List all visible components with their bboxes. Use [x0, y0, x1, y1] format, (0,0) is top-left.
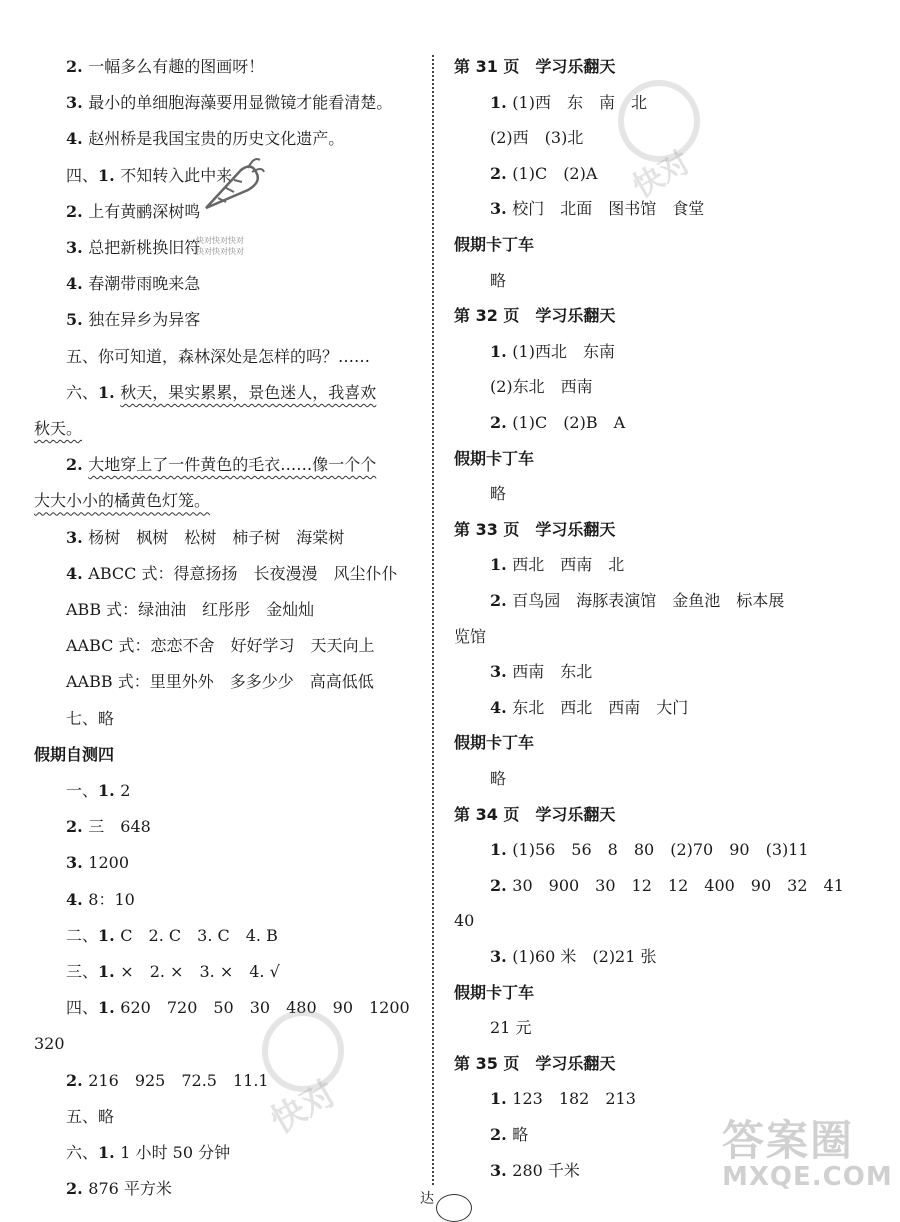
answer-line: [490, 127, 583, 149]
section-heading: [454, 732, 534, 754]
item-number: 3.: [490, 662, 513, 682]
answer-line: [34, 1033, 65, 1055]
answer-line: [66, 527, 344, 549]
item-number: 3.: [490, 199, 513, 219]
answer-line: [454, 910, 474, 932]
answer-text: 30 900 30 12 12 400 90 32 41: [512, 875, 844, 895]
answer-line: [490, 270, 506, 292]
item-number: 2.: [66, 1179, 89, 1199]
answer-line: [490, 661, 592, 683]
answer-line: [66, 925, 278, 947]
answer-line: [66, 889, 135, 911]
section-number: 五、: [66, 1106, 99, 1126]
item-number: 2.: [490, 413, 513, 432]
answer-text: 不知转入此中来: [120, 165, 233, 185]
item-number: 5.: [66, 310, 89, 330]
answer-text: 大大小小的橘黄色灯笼。: [34, 491, 211, 511]
page-number-circle: [436, 1194, 472, 1222]
answer-text: 略: [98, 708, 115, 728]
answer-text: 第 35 页 学习乐翻天: [454, 1053, 616, 1073]
item-number: 1.: [490, 555, 513, 575]
answer-line: [34, 490, 210, 512]
answer-line: [66, 56, 264, 78]
answer-text: 8：10: [88, 889, 135, 909]
page-prefix: 达: [420, 1191, 434, 1207]
answer-text: ABB 式：绿油油 红彤彤 金灿灿: [66, 600, 315, 619]
item-number: 2.: [66, 57, 89, 76]
answer-line: [490, 768, 506, 790]
item-number: 3.: [490, 947, 513, 966]
answer-text: 你可知道，森林深处是怎样的吗？……: [98, 346, 371, 366]
answer-line: [66, 852, 129, 874]
answer-line: [66, 1178, 172, 1200]
answer-text: 略: [490, 270, 507, 290]
item-number: 2.: [490, 875, 513, 895]
section-number: 五、: [66, 346, 99, 366]
item-number: 1.: [490, 840, 513, 860]
answer-line: [490, 946, 657, 968]
answer-text: (1)西 东 南 北: [512, 92, 647, 112]
answer-text: AABB 式：里里外外 多多少少 高高低低: [66, 672, 374, 692]
answer-line: [66, 961, 280, 983]
column-divider: [432, 55, 434, 1185]
answer-text: 第 34 页 学习乐翻天: [454, 804, 616, 824]
answer-text: 2: [120, 781, 131, 800]
answer-line: [66, 1070, 269, 1092]
item-number: 4.: [66, 274, 89, 294]
section-heading: [454, 804, 615, 826]
section-heading: [454, 982, 534, 1004]
answer-text: 280 千米: [512, 1160, 580, 1180]
answer-text: 一幅多么有趣的图画呀！: [88, 57, 265, 76]
answer-text: 21 元: [490, 1018, 532, 1038]
answer-line: [490, 483, 506, 505]
answer-text: 览馆: [454, 626, 487, 646]
answer-text: (2)东北 西南: [490, 377, 593, 397]
answer-line: [490, 1017, 531, 1039]
answer-text: 假期卡丁车: [454, 448, 535, 468]
item-number: 3.: [66, 238, 89, 257]
answer-text: 假期卡丁车: [454, 733, 535, 753]
answer-line: [66, 454, 376, 476]
section-number: 四、: [66, 998, 99, 1018]
item-number: 2.: [66, 1070, 89, 1090]
answer-text: 秋天，果实累累，景色迷人，我喜欢: [120, 382, 377, 402]
answer-text: 第 31 页 学习乐翻天: [454, 57, 616, 76]
item-number: 1.: [98, 382, 121, 402]
answer-line: [66, 671, 374, 693]
item-number: 2.: [66, 455, 89, 475]
answer-line: [66, 708, 114, 730]
section-number: 三、: [66, 962, 99, 981]
answer-text: 320: [34, 1034, 65, 1054]
answer-line: [490, 341, 615, 363]
answer-text: AABC 式：恋恋不舍 好好学习 天天向上: [66, 636, 375, 656]
answer-line: [490, 1124, 528, 1146]
item-number: 3.: [66, 527, 89, 547]
section-number: 六、: [66, 1143, 99, 1162]
answer-text: 大地穿上了一件黄色的毛衣……像一个个: [88, 455, 377, 475]
answer-text: C 2. C 3. C 4. B: [120, 925, 278, 945]
section-heading: [454, 234, 534, 256]
answer-line: [490, 590, 784, 612]
answer-line: [490, 412, 625, 434]
answer-text: 略: [512, 1125, 529, 1144]
answer-line: [490, 839, 809, 861]
section-number: 七、: [66, 708, 99, 728]
answer-text: 最小的单细胞海藻要用显微镜才能看清楚。: [88, 93, 393, 113]
answer-text: 略: [490, 484, 507, 504]
answer-text: 假期卡丁车: [454, 982, 535, 1002]
answer-text: 876 平方米: [88, 1179, 172, 1199]
answer-text: 西南 东北: [512, 662, 593, 682]
answer-text: 1200: [88, 853, 129, 873]
section-number: 四、: [66, 165, 99, 185]
answer-line: [66, 128, 344, 150]
answer-line: [490, 875, 844, 897]
site-url-watermark: MXQE.COM: [722, 1162, 893, 1192]
answer-text: (2)西 (3)北: [490, 128, 584, 148]
answer-text: 东北 西北 西南 大门: [512, 697, 689, 717]
kuaidui-watermark-top: 快对: [627, 144, 697, 206]
item-number: 1.: [98, 1143, 121, 1162]
item-number: 1.: [98, 998, 121, 1018]
answer-line: [66, 309, 200, 331]
site-cn-watermark: 答案圈: [722, 1116, 855, 1165]
answer-line: [66, 816, 151, 838]
item-number: 3.: [490, 1160, 513, 1180]
answer-text: (1)C (2)B A: [512, 413, 626, 432]
carrot-logo: [196, 150, 266, 220]
answer-text: 春潮带雨晚来急: [88, 274, 201, 294]
answer-text: 假期卡丁车: [454, 235, 535, 254]
answer-line: [66, 997, 410, 1019]
section-heading: [454, 56, 615, 78]
section-heading: [454, 1053, 615, 1075]
item-number: 3.: [66, 853, 89, 873]
answer-line: [66, 382, 376, 404]
answer-text: × 2. × 3. × 4. √: [120, 962, 280, 981]
answer-line: [66, 237, 200, 259]
answer-text: 略: [490, 769, 507, 788]
section-number: 一、: [66, 781, 99, 800]
answer-text: 上有黄鹂深树鸣: [88, 201, 201, 221]
item-number: 2.: [490, 591, 513, 610]
answer-text: (1)60 米 (2)21 张: [512, 947, 657, 966]
answer-text: 第 33 页 学习乐翻天: [454, 519, 616, 539]
answer-line: [490, 1088, 636, 1110]
answer-text: 百鸟园 海豚表演馆 金鱼池 标本展: [512, 591, 785, 610]
section-heading: [454, 448, 534, 470]
item-number: 4.: [66, 889, 89, 909]
answer-text: ABCC 式：得意扬扬 长夜漫漫 风尘仆仆: [88, 563, 398, 583]
answer-text: 216 925 72.5 11.1: [88, 1070, 269, 1090]
answer-line: [66, 273, 200, 295]
answer-line: [490, 376, 593, 398]
answer-text: 123 182 213: [512, 1089, 636, 1109]
answer-line: [66, 563, 397, 585]
answer-line: [66, 201, 200, 223]
answer-line: [66, 346, 370, 368]
answer-text: 第 32 页 学习乐翻天: [454, 306, 616, 326]
answer-text: 三 648: [88, 817, 151, 837]
section-heading: [454, 519, 615, 541]
answer-text: (1)西北 东南: [512, 341, 615, 361]
answer-line: [490, 554, 624, 576]
answer-line: [66, 92, 392, 114]
answer-text: 秋天。: [34, 419, 83, 438]
item-number: 1.: [98, 165, 121, 185]
item-number: 2.: [66, 201, 89, 221]
answer-line: [490, 198, 704, 220]
item-number: 3.: [66, 93, 89, 113]
stamp-line-1: 快对快对快对: [196, 236, 244, 245]
answer-text: (1)C (2)A: [512, 163, 598, 183]
answer-line: [66, 780, 130, 802]
answer-line: [454, 626, 486, 648]
answer-text: 假期自测四: [34, 744, 115, 764]
item-number: 1.: [490, 92, 513, 112]
answer-line: [66, 1106, 114, 1128]
answer-line: [66, 1142, 230, 1164]
answer-text: 1 小时 50 分钟: [120, 1143, 231, 1162]
answer-text: 独在异乡为异客: [88, 310, 201, 330]
answer-text: 620 720 50 30 480 90 1200: [120, 998, 410, 1018]
answer-line: [490, 1160, 580, 1182]
item-number: 4.: [490, 697, 513, 717]
answer-text: 40: [454, 911, 475, 931]
section-number: 六、: [66, 382, 99, 402]
section-number: 二、: [66, 925, 99, 945]
answer-line: [490, 697, 688, 719]
item-number: 2.: [66, 817, 89, 837]
item-number: 1.: [98, 781, 121, 800]
item-number: 4.: [66, 129, 89, 149]
item-number: 1.: [98, 925, 121, 945]
answer-text: 西北 西南 北: [512, 555, 625, 575]
section-heading: [454, 305, 615, 327]
item-number: 1.: [490, 341, 513, 361]
item-number: 1.: [98, 962, 121, 981]
answer-line: [490, 163, 597, 185]
section-heading: [34, 744, 114, 766]
answer-line: [66, 635, 375, 657]
item-number: 1.: [490, 1089, 513, 1109]
kuaidui-watermark-bottom: 快对: [264, 1073, 344, 1142]
item-number: 4.: [66, 563, 89, 583]
answer-text: 杨树 枫树 松树 柿子树 海棠树: [88, 527, 345, 547]
answer-text: 略: [98, 1106, 115, 1126]
answer-text: 总把新桃换旧符: [88, 238, 201, 257]
stamp-line-2: 快对快对快对: [196, 247, 244, 256]
item-number: 2.: [490, 1125, 513, 1144]
answer-text: (1)56 56 8 80 (2)70 90 (3)11: [512, 840, 809, 860]
answer-line: [34, 418, 82, 440]
item-number: 2.: [490, 163, 513, 183]
answer-text: 赵州桥是我国宝贵的历史文化遗产。: [88, 129, 345, 149]
answer-text: 校门 北面 图书馆 食堂: [512, 199, 705, 219]
answer-line: [66, 599, 314, 621]
